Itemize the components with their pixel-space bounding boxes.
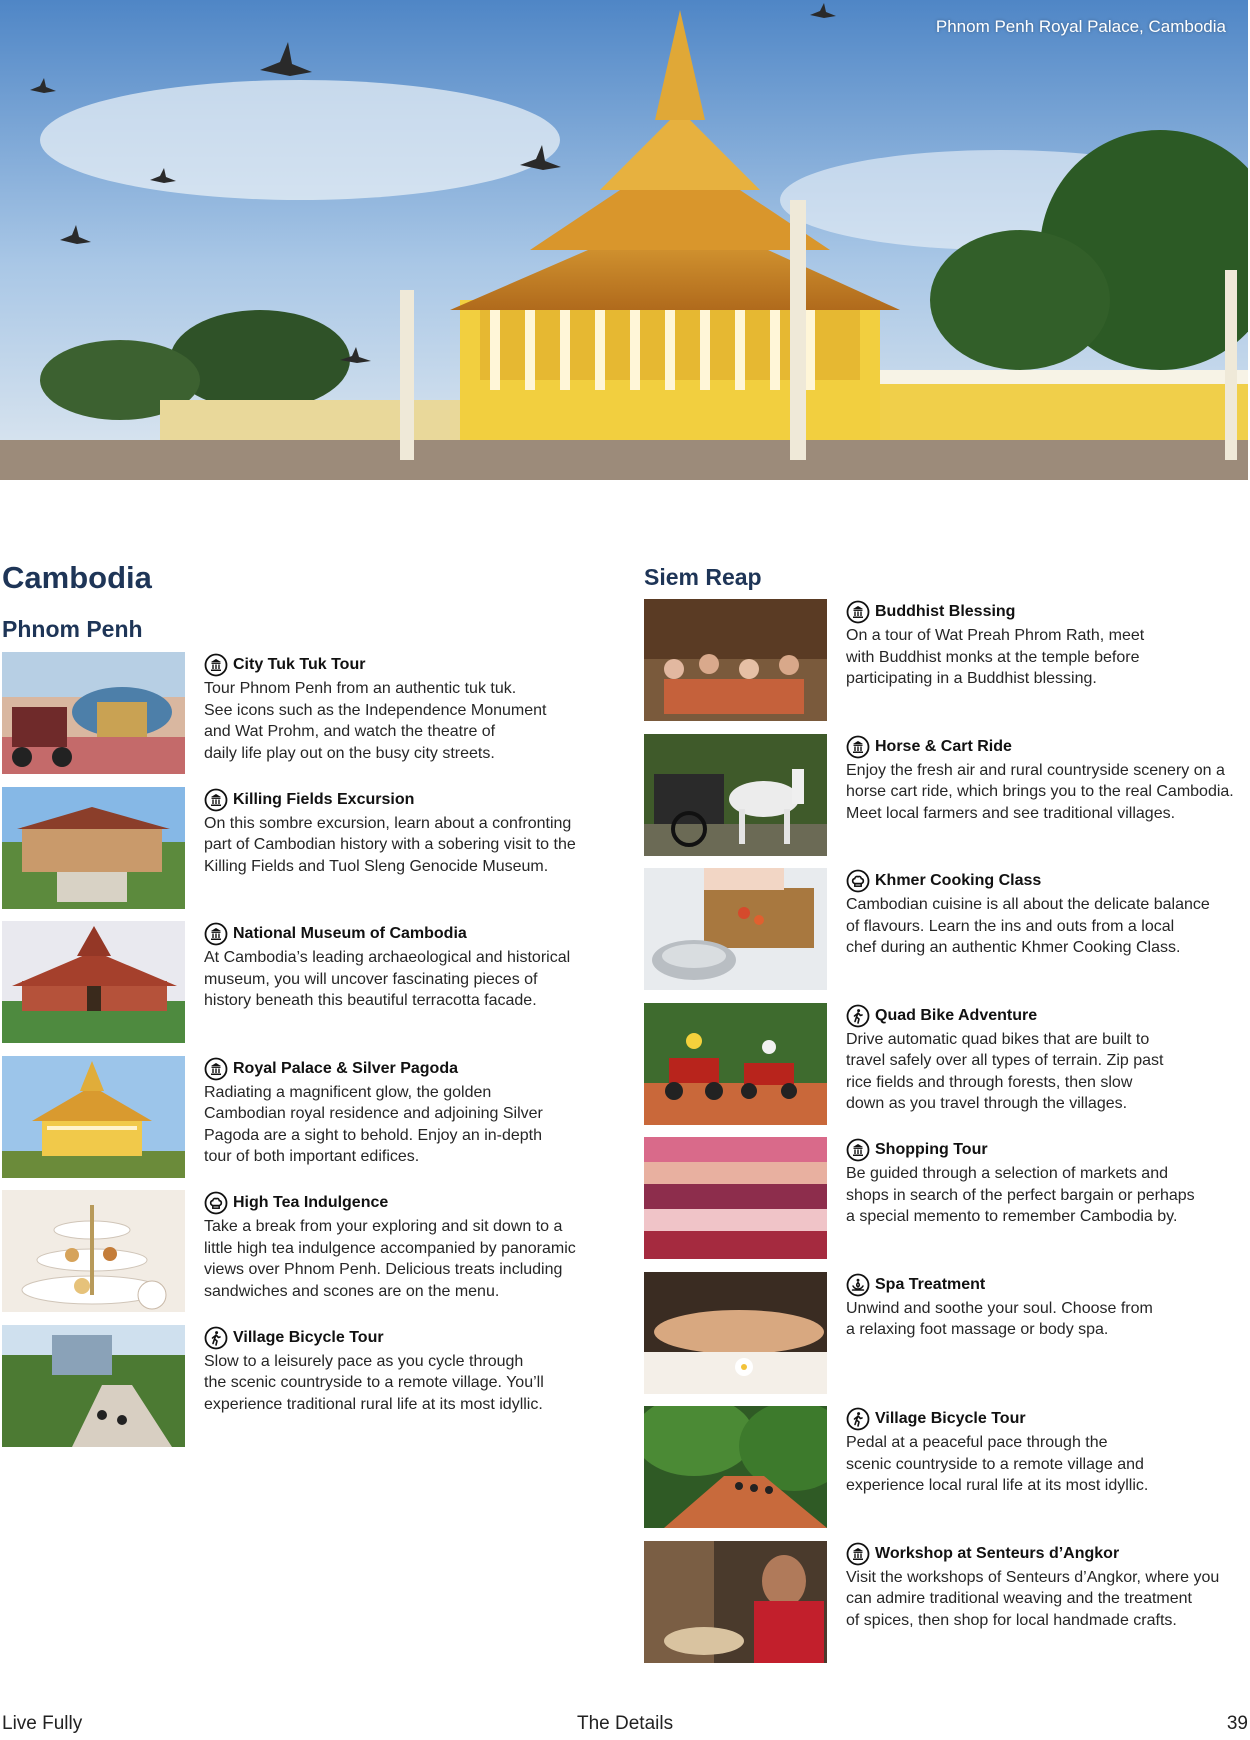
description-line: Take a break from your exploring and sit down to a [204,1218,563,1235]
description-line: Cambodian royal residence and adjoining Silver [204,1105,543,1122]
description-line: little high tea indulgence accompanied by panoramic [204,1239,576,1257]
description-line: Unwind and soothe your soul. Choose from [846,1299,1153,1317]
activity-item [846,599,1246,690]
activity-title-text: Quad Bike Adventure [875,1006,1038,1024]
description-line: museum, you will uncover fascinating pieces of [204,970,538,988]
building-icon [846,1542,870,1566]
hero-image [0,0,1248,480]
silver-pagoda-photo [2,1056,185,1178]
activity-title [204,652,604,678]
tuk-tuk-photo [2,652,185,774]
description-line: of spices, then shop for local handmade crafts. [846,1611,1177,1629]
description-line: scenic countryside to a remote village and [846,1455,1144,1473]
description-line: Cambodian cuisine is all about the delicate balance [846,896,1210,913]
activity-item [204,921,604,1012]
activity-title [846,1137,1246,1163]
building-icon [846,1138,870,1162]
activity-item [846,1272,1246,1341]
description-line: experience traditional rural life at its most idyllic. [204,1395,543,1413]
description-line: horse cart ride, which brings you to the real Cambodia. [846,783,1234,800]
activity-title [846,868,1246,894]
activity-title-text: National Museum of Cambodia [233,925,467,942]
activity-description [846,760,1246,825]
description-line: Drive automatic quad bikes that are built to [846,1030,1150,1048]
description-line: the scenic countryside to a remote village. You’ll [204,1374,544,1391]
description-line: Enjoy the fresh air and rural countryside scenery on a [846,761,1225,779]
chef-hat-icon [846,869,870,893]
description-line: shops in search of the perfect bargain or perhaps [846,1186,1195,1204]
building-icon [204,1057,228,1081]
activity-item [204,652,604,764]
walking-person-icon [846,1407,870,1431]
description-line: with Buddhist monks at the temple before [846,648,1140,666]
activity-item [846,868,1246,959]
description-line: a special memento to remember Cambodia by. [846,1208,1178,1225]
description-line: Tour Phnom Penh from an authentic tuk tuk. [204,680,517,697]
description-line: See icons such as the Independence Monument [204,701,547,719]
building-icon [204,653,228,677]
hero-caption: Phnom Penh Royal Palace, Cambodia [935,17,1226,36]
activity-title [846,1541,1246,1567]
description-line: history beneath this beautiful terracotta facade. [204,992,537,1009]
walking-person-icon [846,1004,870,1028]
description-line: daily life play out on the busy city streets. [204,744,495,762]
activity-title-text: Spa Treatment [875,1275,986,1293]
activity-description [846,1432,1246,1497]
footer-brand: Live Fully [2,1713,83,1734]
description-line: a relaxing foot massage or body spa. [846,1321,1109,1338]
description-line: sandwiches and scones are on the menu. [204,1282,500,1300]
description-line: chef during an authentic Khmer Cooking Class. [846,939,1181,956]
quad-bike-photo [644,1003,827,1125]
description-line: Pagoda are a sight to behold. Enjoy an in-depth [204,1126,543,1144]
activity-title [846,599,1246,625]
description-line: At Cambodia’s leading archaeological and historical [204,949,571,966]
activity-description [204,1351,604,1416]
description-line: Killing Fields and Tuol Sleng Genocide Museum. [204,857,549,875]
building-icon [204,788,228,812]
activity-description [204,1082,604,1168]
activity-description [204,813,604,878]
footer-section: The Details [577,1713,674,1734]
activity-description [846,1029,1246,1115]
activity-title [846,734,1246,760]
activity-description [846,894,1246,959]
description-line: experience local rural life at its most idyllic. [846,1477,1149,1494]
country-heading: Cambodia [2,560,152,595]
activity-item [846,1541,1246,1632]
royal-palace-photo [0,0,1248,480]
siem-reap-heading: Siem Reap [644,564,762,590]
building-icon [846,600,870,624]
description-line: down as you travel through the villages. [846,1095,1128,1112]
activity-title [204,1056,604,1082]
cooking-class-photo [644,868,827,990]
page-number: 39 [1226,1713,1248,1734]
activity-item [846,1406,1246,1497]
description-line: participating in a Buddhist blessing. [846,670,1097,687]
activity-title-text: Village Bicycle Tour [875,1410,1026,1427]
description-line: Visit the workshops of Senteurs d’Angkor, where you [846,1568,1220,1586]
activity-description [204,678,604,764]
workshop-photo [644,1541,827,1663]
description-line: can admire traditional weaving and the treatment [846,1590,1192,1607]
activity-title-text: Buddhist Blessing [875,603,1016,620]
walking-person-icon [204,1326,228,1350]
horse-cart-photo [644,734,827,856]
lotus-icon [846,1273,870,1297]
building-icon [846,735,870,759]
activity-title [204,1325,604,1351]
national-museum-photo [2,921,185,1043]
building-icon [204,922,228,946]
forest-cycling-photo [644,1406,827,1528]
description-line: Meet local farmers and see traditional villages. [846,804,1176,822]
activity-title-text: Royal Palace & Silver Pagoda [233,1059,458,1077]
activity-item [204,1190,604,1302]
activity-item [846,1003,1246,1115]
activity-title [204,921,604,947]
description-line: of flavours. Learn the ins and outs from a local [846,917,1175,935]
description-line: tour of both important edifices. [204,1148,420,1165]
village-cycling-photo [2,1325,185,1447]
activity-item [846,734,1246,825]
activity-title-text: Shopping Tour [875,1141,988,1158]
activity-title-text: Horse & Cart Ride [875,737,1012,755]
activity-title [846,1003,1246,1029]
activity-description [204,1216,604,1302]
description-line: Radiating a magnificent glow, the golden [204,1083,492,1101]
description-line: and Wat Prohm, and watch the theatre of [204,723,496,740]
activity-description [846,1567,1246,1632]
activity-title-text: Workshop at Senteurs d’Angkor [875,1544,1120,1562]
activity-title-text: Killing Fields Excursion [233,790,415,808]
activity-description [846,1163,1246,1228]
phnom-penh-heading: Phnom Penh [2,616,143,642]
description-line: On a tour of Wat Preah Phrom Rath, meet [846,627,1145,644]
description-line: rice fields and through forests, then slow [846,1073,1133,1091]
description-line: part of Cambodian history with a sobering visit to the [204,836,576,853]
description-line: travel safely over all types of terrain. Zip past [846,1052,1164,1069]
description-line: Be guided through a selection of markets and [846,1165,1168,1182]
high-tea-photo [2,1190,185,1312]
activity-title-text: High Tea Indulgence [233,1194,389,1211]
chef-hat-icon [204,1191,228,1215]
description-line: On this sombre excursion, learn about a confronting [204,814,572,832]
description-line: Slow to a leisurely pace as you cycle through [204,1352,524,1370]
activity-title [204,1190,604,1216]
activity-description [846,1298,1246,1341]
activity-item [204,1056,604,1168]
activity-title [204,787,604,813]
description-line: views over Phnom Penh. Delicious treats including [204,1261,563,1278]
activity-item [204,787,604,878]
monk-blessing-photo [644,599,827,721]
activity-title-text: Khmer Cooking Class [875,872,1042,889]
activity-item [846,1137,1246,1228]
activity-description [846,625,1246,690]
activity-description [204,947,604,1012]
spa-photo [644,1272,827,1394]
activity-item [204,1325,604,1416]
activity-title [846,1406,1246,1432]
description-line: Pedal at a peaceful pace through the [846,1434,1108,1451]
genocide-museum-photo [2,787,185,909]
activity-title [846,1272,1246,1298]
textiles-photo [644,1137,827,1259]
activity-title-text: City Tuk Tuk Tour [233,656,366,673]
activity-title-text: Village Bicycle Tour [233,1328,384,1346]
